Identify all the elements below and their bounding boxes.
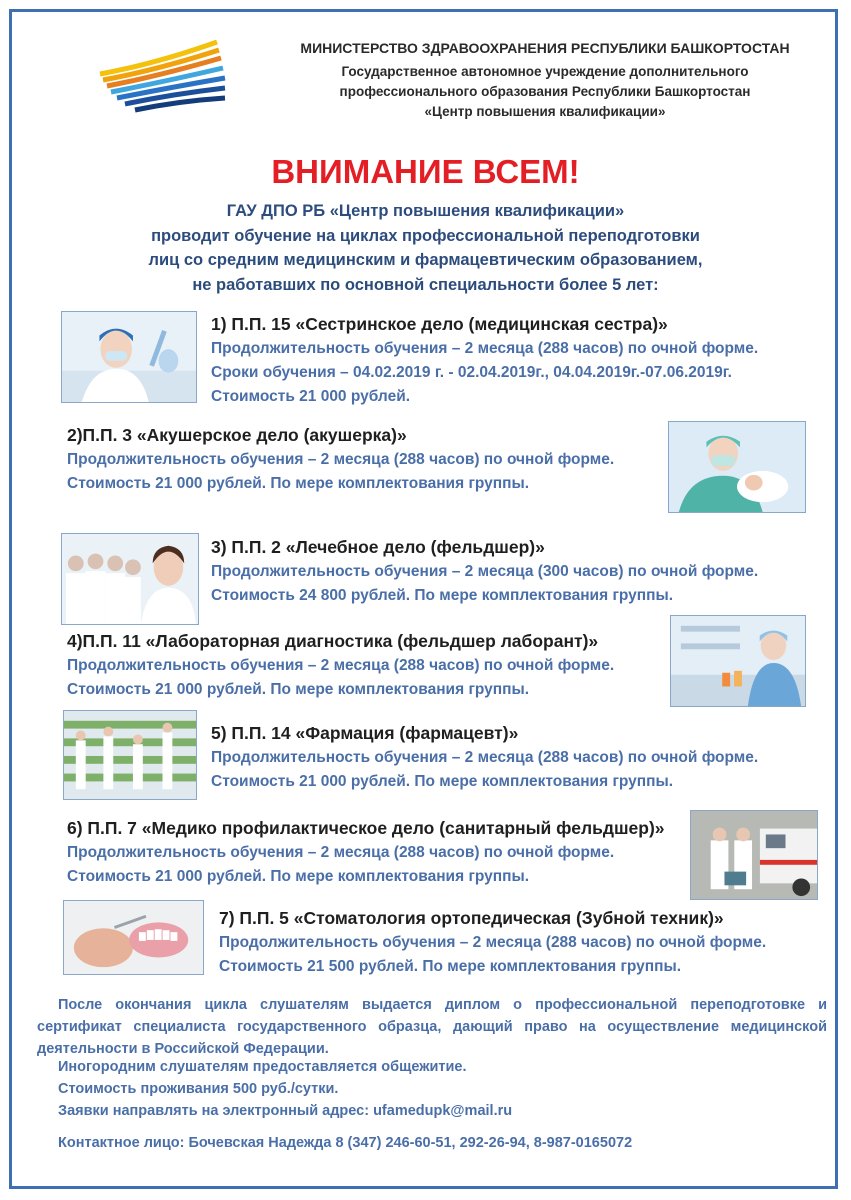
pharmacy-photo xyxy=(63,710,197,800)
midwife-photo xyxy=(668,421,806,513)
program-5: 5) П.П. 14 «Фармация (фармацевт)» Продолжительность обучения – 2 месяца (288 часов) по очной форме. Стоимость 21 000 рублей. По мере комплектования группы. xyxy=(211,720,758,794)
program-3: 3) П.П. 2 «Лечебное дело (фельдшер)» Продолжительность обучения – 2 месяца (300 часов) по очной форме. Стоимость 24 800 рублей. По мере комплектования группы. xyxy=(211,534,758,608)
contact-person: Контактное лицо: Бочевская Надежда 8 (347) 246-60-51, 292-26-94, 8-987-0165072 xyxy=(58,1135,633,1151)
dormitory-note: Иногородним слушателям предоставляется общежитие. xyxy=(58,1059,467,1075)
attention-heading: ВНИМАНИЕ ВСЕМ! xyxy=(271,153,580,190)
program-title: 7) П.П. 5 «Стоматология ортопедическая (Зубной техник)» xyxy=(219,908,724,928)
program-7: 7) П.П. 5 «Стоматология ортопедическая (Зубной техник)» Продолжительность обучения – 2 месяца (288 часов) по очной форме. Стоимость 21 500 рублей. По мере комплектования группы. xyxy=(219,905,766,979)
ambulance-photo xyxy=(690,810,818,900)
program-title: 4)П.П. 11 «Лабораторная диагностика (фельдшер лаборант)» xyxy=(67,631,599,651)
accommodation-cost: Стоимость проживания 500 руб./сутки. xyxy=(58,1081,339,1097)
nurse-photo xyxy=(61,311,197,403)
intro-text: ГАУ ДПО РБ «Центр повышения квалификации» проводит обучение на циклах профессиональной переподготовки лиц со средним медицинским и фармацевтическим образованием, не работавших по основной специальности более 5 лет: xyxy=(148,202,703,294)
program-title: 5) П.П. 14 «Фармация (фармацевт)» xyxy=(211,723,519,743)
logo-icon xyxy=(95,38,230,118)
ministry-title: МИНИСТЕРСТВО ЗДРАВООХРАНЕНИЯ РЕСПУБЛИКИ БАШКОРТОСТАН xyxy=(300,40,790,56)
program-4: 4)П.П. 11 «Лабораторная диагностика (фельдшер лаборант)» Продолжительность обучения – 2 месяца (288 часов) по очной форме. Стоимость 21 000 рублей. По мере комплектования группы. xyxy=(67,628,614,702)
laboratory-photo xyxy=(670,615,806,707)
program-title: 3) П.П. 2 «Лечебное дело (фельдшер)» xyxy=(211,537,545,557)
diploma-note: После окончания цикла слушателям выдается диплом о профессиональной переподготовке и сертификат специалиста государственного образца, дающий право на осуществление медицинской деятельности в Российской Федерации. xyxy=(37,997,827,1057)
program-6: 6) П.П. 7 «Медико профилактическое дело (санитарный фельдшер)» Продолжительность обучения – 2 месяца (288 часов) по очной форме. Стоимость 21 000 рублей. По мере комплектования группы. xyxy=(67,815,665,889)
applications-email[interactable]: Заявки направлять на электронный адрес: ufamedupk@mail.ru xyxy=(58,1103,513,1119)
program-title: 6) П.П. 7 «Медико профилактическое дело (санитарный фельдшер)» xyxy=(67,818,665,838)
program-1: 1) П.П. 15 «Сестринское дело (медицинская сестра)» Продолжительность обучения – 2 месяца (288 часов) по очной форме. Сроки обучения – 04.02.2019 г. - 02.04.2019г., 04.04.2019г.-07.06.2019г. Стоимость 21 000 рублей. xyxy=(211,311,758,409)
feldsher-photo xyxy=(61,533,199,625)
program-2: 2)П.П. 3 «Акушерское дело (акушерка)» Продолжительность обучения – 2 месяца (288 часов) по очной форме. Стоимость 21 000 рублей. По мере комплектования группы. xyxy=(67,422,614,496)
program-title: 1) П.П. 15 «Сестринское дело (медицинская сестра)» xyxy=(211,314,668,334)
program-title: 2)П.П. 3 «Акушерское дело (акушерка)» xyxy=(67,425,407,445)
institution-name: Государственное автономное учреждение дополнительного профессионального образования Республики Башкортостан «Центр повышения квалификации» xyxy=(339,64,751,119)
dental-technician-photo xyxy=(63,900,204,975)
